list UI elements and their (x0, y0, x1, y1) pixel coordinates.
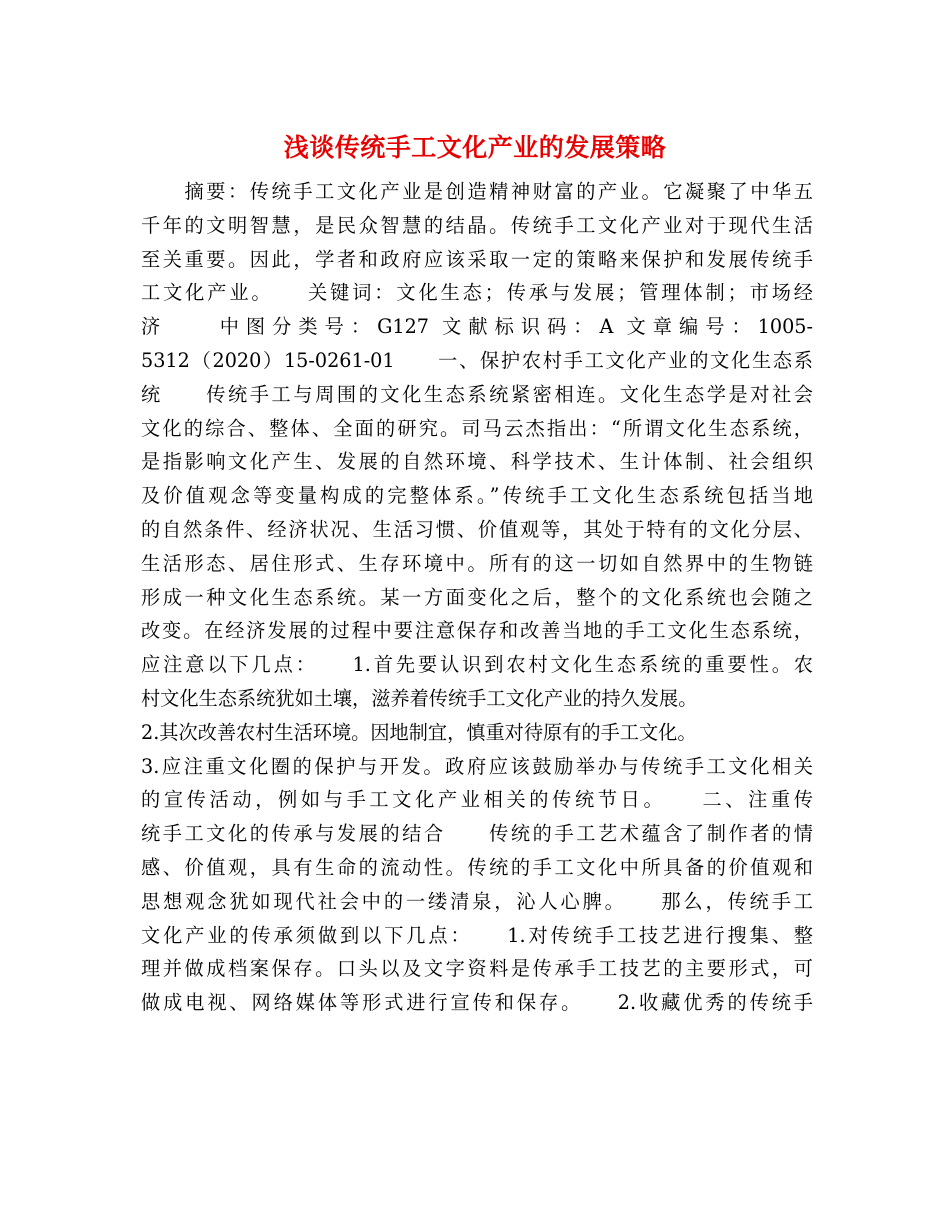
body-line: 改变。在经济发展的过程中要注意保存和改善当地的手工文化生态系统， (141, 619, 813, 643)
body-line: 理并做成档案保存。口头以及文字资料是传承手工技艺的主要形式，可 (141, 957, 813, 981)
body-line: 村文化生态系统犹如土壤，滋养着传统手工文化产业的持久发展。 (141, 686, 698, 710)
body-line: 及价值观念等变量构成的完整体系。”传统手工文化生态系统包括当地 (141, 484, 813, 508)
body-line: 做成电视、网络媒体等形式进行宣传和保存。 2.收藏优秀的传统手 (141, 991, 813, 1015)
body-line: 济 中图分类号：G127 文献标识码：A 文章编号：1005- (141, 315, 813, 339)
body-line: 文化产业的传承须做到以下几点： 1.对传统手工技艺进行搜集、整 (141, 923, 813, 947)
body-line: 文化的综合、整体、全面的研究。司马云杰指出：“所谓文化生态系统， (141, 416, 813, 440)
body-line: 工文化产业。 关键词：文化生态；传承与发展；管理体制；市场经 (141, 281, 813, 305)
body-line: 统手工文化的传承与发展的结合 传统的手工艺术蕴含了制作者的情 (141, 822, 813, 846)
body-line: 至关重要。因此，学者和政府应该采取一定的策略来保护和发展传统手 (141, 247, 813, 271)
body-line: 思想观念犹如现代社会中的一缕清泉，沁人心脾。 那么，传统手工 (141, 889, 813, 913)
body-line: 形成一种文化生态系统。某一方面变化之后，整个的文化系统也会随之 (141, 585, 813, 609)
body-line: 的宣传活动，例如与手工文化产业相关的传统节日。 二、注重传 (141, 788, 813, 812)
body-line: 5312（2020）15-0261-01 一、保护农村手工文化产业的文化生态系 (141, 348, 813, 372)
document-body (141, 175, 813, 1020)
body-line: 3.应注重文化圈的保护与开发。政府应该鼓励举办与传统手工文化相关 (141, 754, 813, 778)
body-line: 统 传统手工与周围的文化生态系统紧密相连。文化生态学是对社会 (141, 382, 813, 406)
body-line: 2.其次改善农村生活环境。因地制宜，慎重对待原有的手工文化。 (141, 720, 697, 744)
body-line: 千年的文明智慧，是民众智慧的结晶。传统手工文化产业对于现代生活 (141, 213, 813, 237)
body-line: 的自然条件、经济状况、生活习惯、价值观等，其处于特有的文化分层、 (141, 517, 813, 541)
document-title: 浅谈传统手工文化产业的发展策略 (283, 133, 667, 162)
body-line: 是指影响文化产生、发展的自然环境、科学技术、生计体制、社会组织 (141, 450, 813, 474)
body-line: 摘要：传统手工文化产业是创造精神财富的产业。它凝聚了中华五 (141, 180, 813, 203)
body-line: 应注意以下几点： 1.首先要认识到农村文化生态系统的重要性。农 (141, 653, 813, 677)
body-line: 感、价值观，具有生命的流动性。传统的手工文化中所具备的价值观和 (141, 855, 813, 879)
body-line: 生活形态、居住形式、生存环境中。所有的这一切如自然界中的生物链 (141, 551, 813, 575)
